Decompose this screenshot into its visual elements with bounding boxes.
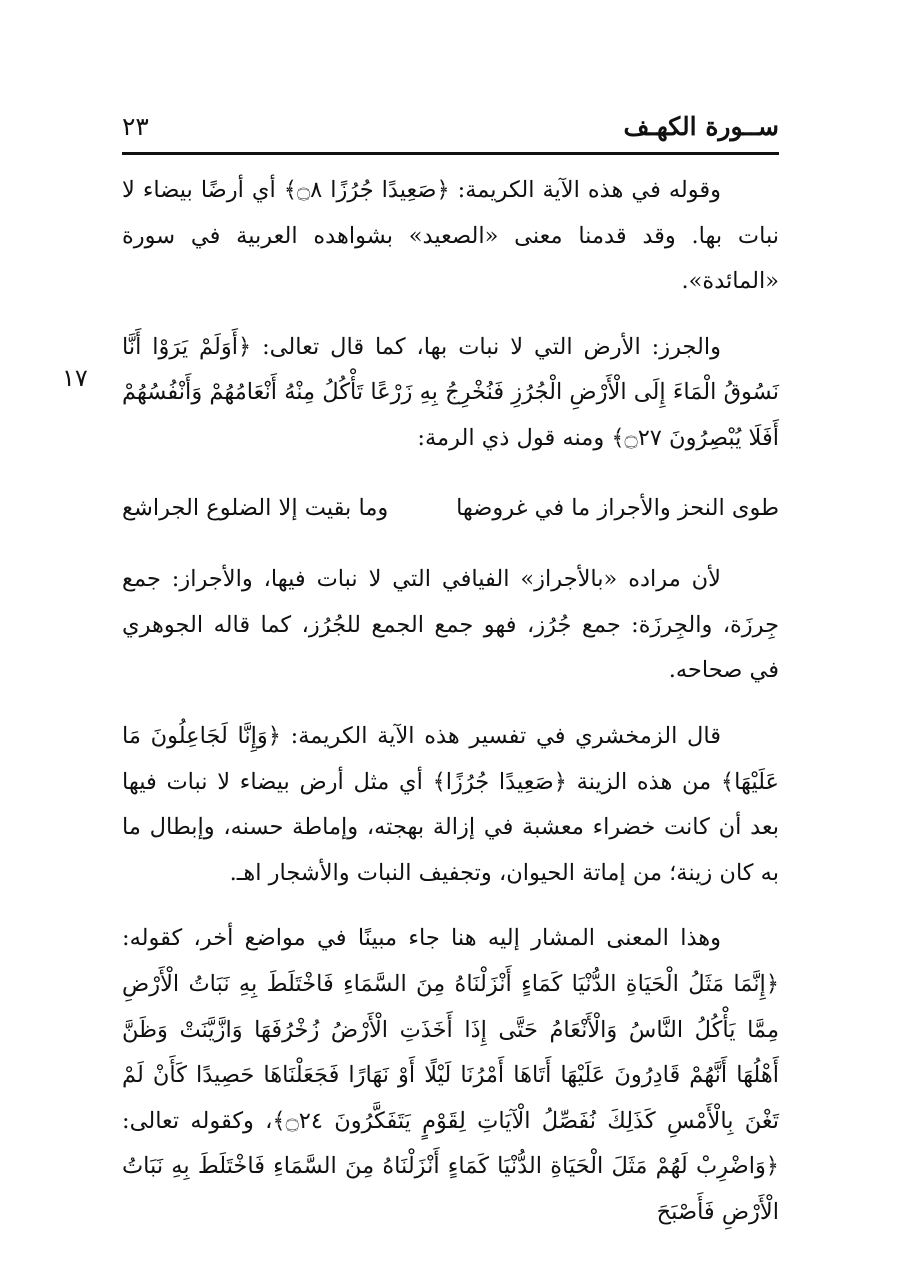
page-header <box>122 108 779 155</box>
running-title: ســورة الكهـف <box>623 112 779 141</box>
paragraph-4: قال الزمخشري في تفسير هذه الآية الكريمة: ﴿وَإِنَّا لَجَاعِلُونَ مَا عَلَيْهَا﴾ من هذه الزينة ﴿صَعِيدًا جُرُزًا﴾ أي مثل أرض بيضاء لا نبات فيها بعد أن كانت خضراء معشبة في إزالة بهجته، وإماطة حسنه، وإبطال ما به كان زينة؛ من إماتة الحيوان، وتجفيف النبات والأشجار اهـ. <box>122 722 779 886</box>
paragraph-1: وقوله في هذه الآية الكريمة: ﴿صَعِيدًا جُرُزًا ۝٨﴾ أي أرضًا بيضاء لا نبات بها. وقد قدمنا معنى «الصعيد» بشواهده العربية في سورة «المائدة». <box>122 177 779 295</box>
poem-hemistich-1: طوى النحز والأجراز ما في غروضها <box>456 494 779 521</box>
margin-verse-number: ١٧ <box>62 364 88 392</box>
poem-hemistich-2: وما بقيت إلا الضلوع الجراشع <box>122 494 389 521</box>
paragraph-5: وهذا المعنى المشار إليه هنا جاء مبينًا في مواضع أخر، كقوله: ﴿إِنَّمَا مَثَلُ الْحَيَاةِ الدُّنْيَا كَمَاءٍ أَنْزَلْنَاهُ مِنَ السَّمَاءِ فَاخْتَلَطَ بِهِ نَبَاتُ الْأَرْضِ مِمَّا يَأْكُلُ النَّاسُ وَالْأَنْعَامُ حَتَّى إِذَا أَخَذَتِ الْأَرْضُ زُخْرُفَهَا وَازَّيَّنَتْ وَظَنَّ أَهْلُهَا أَنَّهُمْ قَادِرُونَ عَلَيْهَا أَتَاهَا أَمْرُنَا لَيْلًا أَوْ نَهَارًا فَجَعَلْنَاهَا حَصِيدًا كَأَنْ لَمْ تَغْنَ بِالْأَمْسِ كَذَلِكَ نُفَصِّلُ الْآيَاتِ لِقَوْمٍ يَتَفَكَّرُونَ ۝٢٤﴾، وكقوله تعالى: ﴿وَاضْرِبْ لَهُمْ مَثَلَ الْحَيَاةِ الدُّنْيَا كَمَاءٍ أَنْزَلْنَاهُ مِنَ السَّمَاءِ فَاخْتَلَطَ بِهِ نَبَاتُ الْأَرْضِ فَأَصْبَحَ <box>122 925 779 1225</box>
page-number: ٢٣ <box>122 112 149 141</box>
body-text <box>122 168 779 1255</box>
paragraph-3: لأن مراده «بالأجراز» الفيافي التي لا نبات فيها، والأجراز: جمع جِرزَة، والجِرزَة: جمع جُرُز، فهو جمع الجمع للجُرُز، كما قاله الجوهري في صحاحه. <box>122 566 779 684</box>
paragraph-2: والجرز: الأرض التي لا نبات بها، كما قال تعالى: ﴿أَوَلَمْ يَرَوْا أَنَّا نَسُوقُ الْمَاءَ إِلَى الْأَرْضِ الْجُرُزِ فَنُخْرِجُ بِهِ زَرْعًا تَأْكُلُ مِنْهُ أَنْعَامُهُمْ وَأَنْفُسُهُمْ أَفَلَا يُبْصِرُونَ ۝٢٧﴾ ومنه قول ذي الرمة: <box>122 333 779 451</box>
poem-verse <box>122 482 779 536</box>
